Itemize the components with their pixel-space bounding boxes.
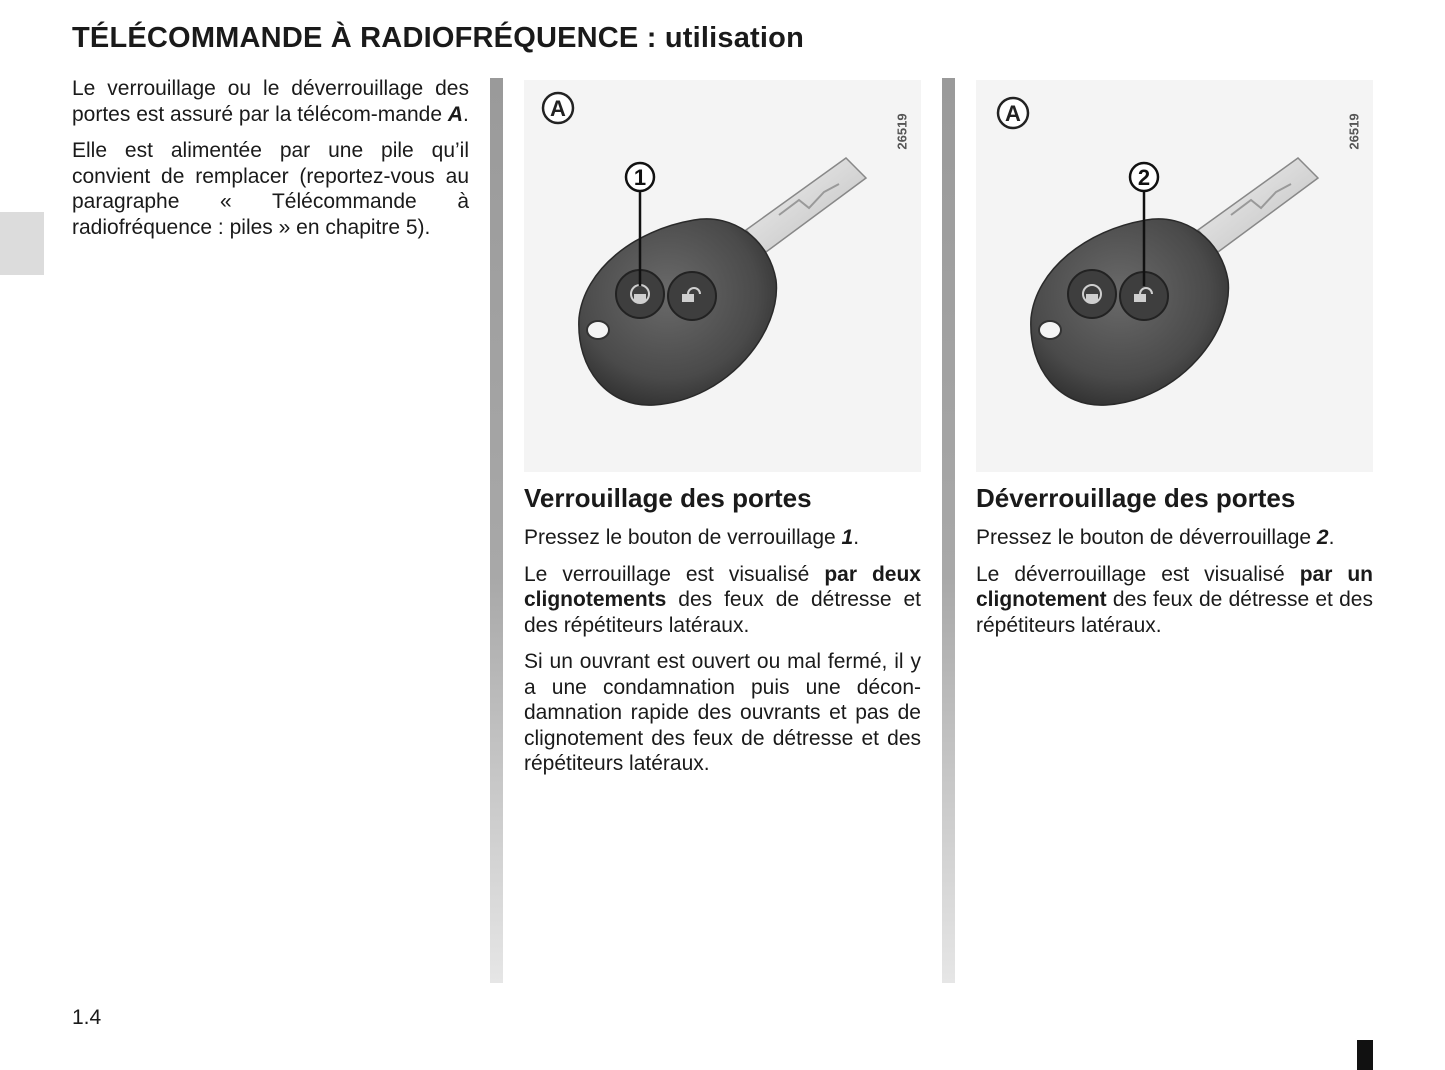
unlocking-heading: Déverrouillage des portes xyxy=(976,483,1296,513)
locking-paragraph-1: Pressez le bouton de verrouillage 1. xyxy=(524,526,860,549)
page-number: 1.4 xyxy=(72,1006,102,1029)
intro-paragraph-2: Elle est alimentée par une pile qu’il convient de remplacer (reportez-vous au paragraphe « Télécommande à radiofréquence : piles » en chapitre 5). xyxy=(72,139,469,239)
intro-paragraph-1: Le verrouillage ou le déverrouillage des portes est assuré par la télécom-mande A. xyxy=(72,77,469,126)
figure-label-a xyxy=(543,93,573,123)
svg-text:2: 2 xyxy=(1137,165,1151,190)
locking-paragraph-2: Le verrouillage est visualisé par deux clignotements des feux de détresse et des répétiteurs latéraux. xyxy=(524,562,921,637)
remote-key-illustration xyxy=(524,80,921,472)
column-divider-bar xyxy=(490,78,503,983)
locking-paragraph-3: Si un ouvrant est ouvert ou mal fermé, il y a une condamnation puis une décon-damnation rapide des ouvrants et pas de clignotement des feux de détresse et des répétiteurs latéraux. xyxy=(524,650,921,775)
unlocking-section xyxy=(976,481,1373,649)
locking-heading: Verrouillage des portes xyxy=(524,483,812,513)
callout-number-2 xyxy=(1130,163,1158,191)
lock-button xyxy=(1068,270,1116,318)
remote-key-illustration xyxy=(976,80,1373,472)
svg-text:1: 1 xyxy=(633,165,647,190)
unlocking-paragraph-2: Le déverrouillage est visualisé par un clignotement des feux de détresse et des répétiteurs latéraux. xyxy=(976,562,1373,637)
svg-text:A: A xyxy=(1005,101,1021,126)
page-title: TÉLÉCOMMANDE À RADIOFRÉQUENCE : utilisation xyxy=(72,22,804,54)
callout-number-1 xyxy=(626,163,654,191)
column-divider-bar xyxy=(942,78,955,983)
figure-label-a xyxy=(998,98,1028,128)
chapter-tab xyxy=(0,212,44,275)
remote-reference: A xyxy=(447,102,464,126)
unlocking-paragraph-1: Pressez le bouton de déverrouillage 2. xyxy=(976,526,1335,549)
page-corner-mark xyxy=(1357,1040,1373,1070)
figure-code: 26519 xyxy=(894,113,910,150)
remote-key-figure-unlock xyxy=(976,80,1373,472)
intro-column xyxy=(72,76,469,251)
figure-code: 26519 xyxy=(1346,113,1362,150)
unlock-button xyxy=(668,272,716,320)
svg-text:A: A xyxy=(550,96,566,121)
remote-key-figure-lock xyxy=(524,80,921,472)
locking-section xyxy=(524,481,921,788)
